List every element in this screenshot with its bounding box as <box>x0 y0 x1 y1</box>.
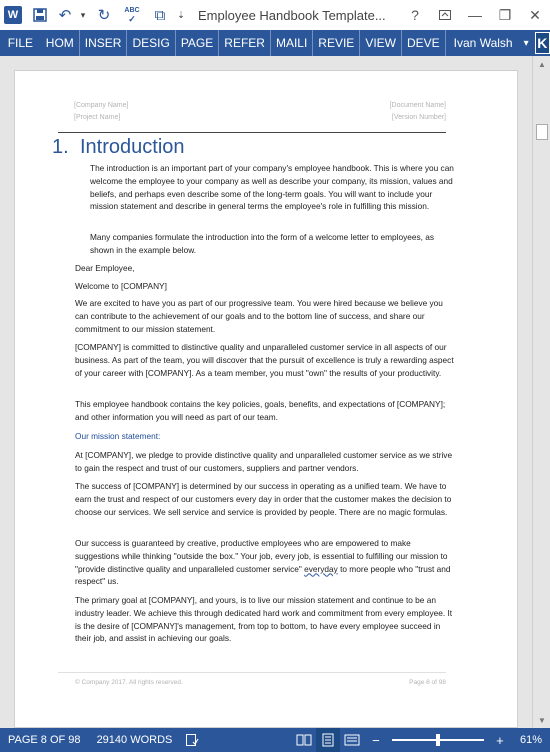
undo-button[interactable]: ↶ <box>58 7 72 24</box>
ribbon-options-icon <box>439 10 451 20</box>
checkmark-icon: ✓ <box>128 14 136 24</box>
scroll-down-icon[interactable]: ▼ <box>538 715 546 725</box>
paragraph-4[interactable]: At [COMPANY], we pledge to provide distinctive quality and unparalleled customer service as we strive to gain the respect and trust of our customers, suppliers and partner vendors. <box>75 450 453 473</box>
web-layout-icon[interactable] <box>340 728 364 752</box>
paragraph-6-text-a: Our success is guaranteed by creative, productive employees who are empowered to make suggestions while thinking "outside the box." Your job, every job, is essential to fulfilling our mission to "provide distinctive quality and unparalleled customer service" <box>75 538 448 574</box>
salutation[interactable]: Dear Employee, <box>75 263 135 273</box>
header-project-name[interactable]: [Project Name] <box>74 114 121 121</box>
paragraph-2[interactable]: [COMPANY] is committed to distinctive quality and unparalleled customer service in all aspects of our business. As part of the team, you will discover that the pursuit of excellence is truly a rewarding aspect of your career with [COMPANY]. As a team member, you must "own" the results of your productivity. <box>75 342 454 378</box>
word-count-status[interactable]: 29140 WORDS <box>96 734 173 746</box>
zoom-slider-thumb[interactable] <box>436 734 440 746</box>
floppy-icon <box>33 8 47 22</box>
read-mode-icon[interactable] <box>292 728 316 752</box>
word-app-icon[interactable] <box>0 0 26 30</box>
mission-heading[interactable]: Our mission statement: <box>75 431 161 441</box>
tab-review[interactable]: REVIE <box>313 30 360 56</box>
section-heading[interactable] <box>52 136 185 159</box>
intro-paragraph-1[interactable]: The introduction is an important part of your company's employee handbook. This is where you can welcome the employee to your company as well as describe your company, its mission, values and beliefs, and perhaps even describe some of the long-term goals. You will want to include your mission statement and describe in general terms the employee's role in fulfilling this mission. <box>90 163 454 212</box>
page-count-status[interactable]: PAGE 8 OF 98 <box>8 734 81 746</box>
zoom-out-icon[interactable]: − <box>372 732 380 748</box>
zoom-in-icon[interactable]: + <box>496 732 504 748</box>
proofing-icon[interactable] <box>180 728 204 752</box>
spelling-check-icon[interactable] <box>118 0 146 30</box>
header-version-number[interactable]: [Version Number] <box>391 114 446 121</box>
paragraph-3[interactable]: This employee handbook contains the key policies, goals, benefits, and expectations of [COMPANY]; and other information you will need as part of our team. <box>75 399 446 422</box>
user-dropdown-caret[interactable]: ▾ <box>523 37 529 49</box>
book-icon <box>296 734 312 746</box>
avatar[interactable]: K <box>535 32 550 54</box>
paragraph-5[interactable]: The success of [COMPANY] is determined by our success in operating as a unified team. We have to earn the trust and respect of our customers every day in order that the customer makes the decision to choose our services. We sell service and service is provided by people. There are no magic formulas. <box>75 481 452 517</box>
tab-view[interactable]: VIEW <box>360 30 402 56</box>
tab-insert[interactable]: INSER <box>80 30 128 56</box>
close-button[interactable]: ✕ <box>529 6 541 23</box>
ribbon-display-options-icon[interactable] <box>430 0 460 30</box>
page-icon <box>322 733 334 747</box>
customize-qat-icon[interactable]: ⇣ <box>177 9 185 20</box>
ribbon-tabs <box>0 30 550 56</box>
header-divider <box>58 132 446 133</box>
window-title: Employee Handbook Template... <box>198 7 386 23</box>
status-bar <box>0 728 550 752</box>
restore-button[interactable]: ❐ <box>498 6 512 23</box>
heading-number: 1. <box>52 136 69 158</box>
title-bar <box>0 0 550 30</box>
tab-file[interactable]: FILE <box>0 30 41 56</box>
zoom-level[interactable]: 61% <box>519 734 542 746</box>
tab-mailings[interactable]: MAILI <box>271 30 313 56</box>
tab-design[interactable]: DESIG <box>127 30 175 56</box>
paragraph-6[interactable] <box>75 537 457 588</box>
heading-text: Introduction <box>80 136 185 158</box>
redo-button[interactable]: ↻ <box>97 7 111 24</box>
spelling-flagged-word[interactable]: everyday <box>304 563 338 574</box>
header-document-name[interactable]: [Document Name] <box>389 102 446 109</box>
tab-developer[interactable]: DEVE <box>402 30 446 56</box>
scroll-up-icon[interactable]: ▲ <box>538 59 546 69</box>
intro-paragraph-2[interactable]: Many companies formulate the introduction into the form of a welcome letter to employees, as shown in the example below. <box>90 232 435 255</box>
undo-dropdown-caret[interactable]: ▾ <box>80 9 86 20</box>
footer-divider <box>58 672 446 673</box>
print-layout-icon[interactable] <box>316 728 340 752</box>
paragraph-1[interactable]: We are excited to have you as part of our progressive team. You were hired because we believe you can contribute to the achievement of our goals and to the bottom line of success, and share our commitment to our mission statement. <box>75 298 443 334</box>
web-page-icon <box>344 734 360 746</box>
vertical-scrollbar[interactable] <box>532 56 550 728</box>
footer-page-number[interactable]: Page 8 of 98 <box>409 679 446 686</box>
paragraph-6-text-c: to more people who "trust and respect" us. <box>75 563 451 587</box>
paragraph-7[interactable]: The primary goal at [COMPANY], and yours, is to live our mission statement and continue to be an industry leader. We achieve this through dedicated hard work and commitment from every employee. It is the desire of [COMPANY]'s management, from top to bottom, to have every employee succeed in their job, and assist in achieving our goals. <box>75 595 453 644</box>
spelling-label: ABC <box>124 7 140 14</box>
tab-home[interactable]: HOM <box>41 30 80 56</box>
tab-references[interactable]: REFER <box>219 30 271 56</box>
tab-page-layout[interactable]: PAGE <box>176 30 219 56</box>
save-icon[interactable] <box>26 0 54 30</box>
help-button[interactable]: ? <box>411 7 419 23</box>
footer-copyright[interactable]: © Company 2017. All rights reserved. <box>75 679 183 686</box>
word-logo: W <box>4 6 22 24</box>
scroll-thumb[interactable] <box>536 124 548 140</box>
minimize-button[interactable]: — <box>468 7 482 23</box>
touch-mode-icon[interactable]: ⧉ <box>154 6 166 24</box>
zoom-slider[interactable] <box>392 739 484 741</box>
user-name[interactable]: Ivan Walsh <box>453 36 513 50</box>
header-company-name[interactable]: [Company Name] <box>74 102 129 109</box>
welcome-line[interactable]: Welcome to [COMPANY] <box>75 281 167 291</box>
book-check-icon <box>185 733 199 747</box>
